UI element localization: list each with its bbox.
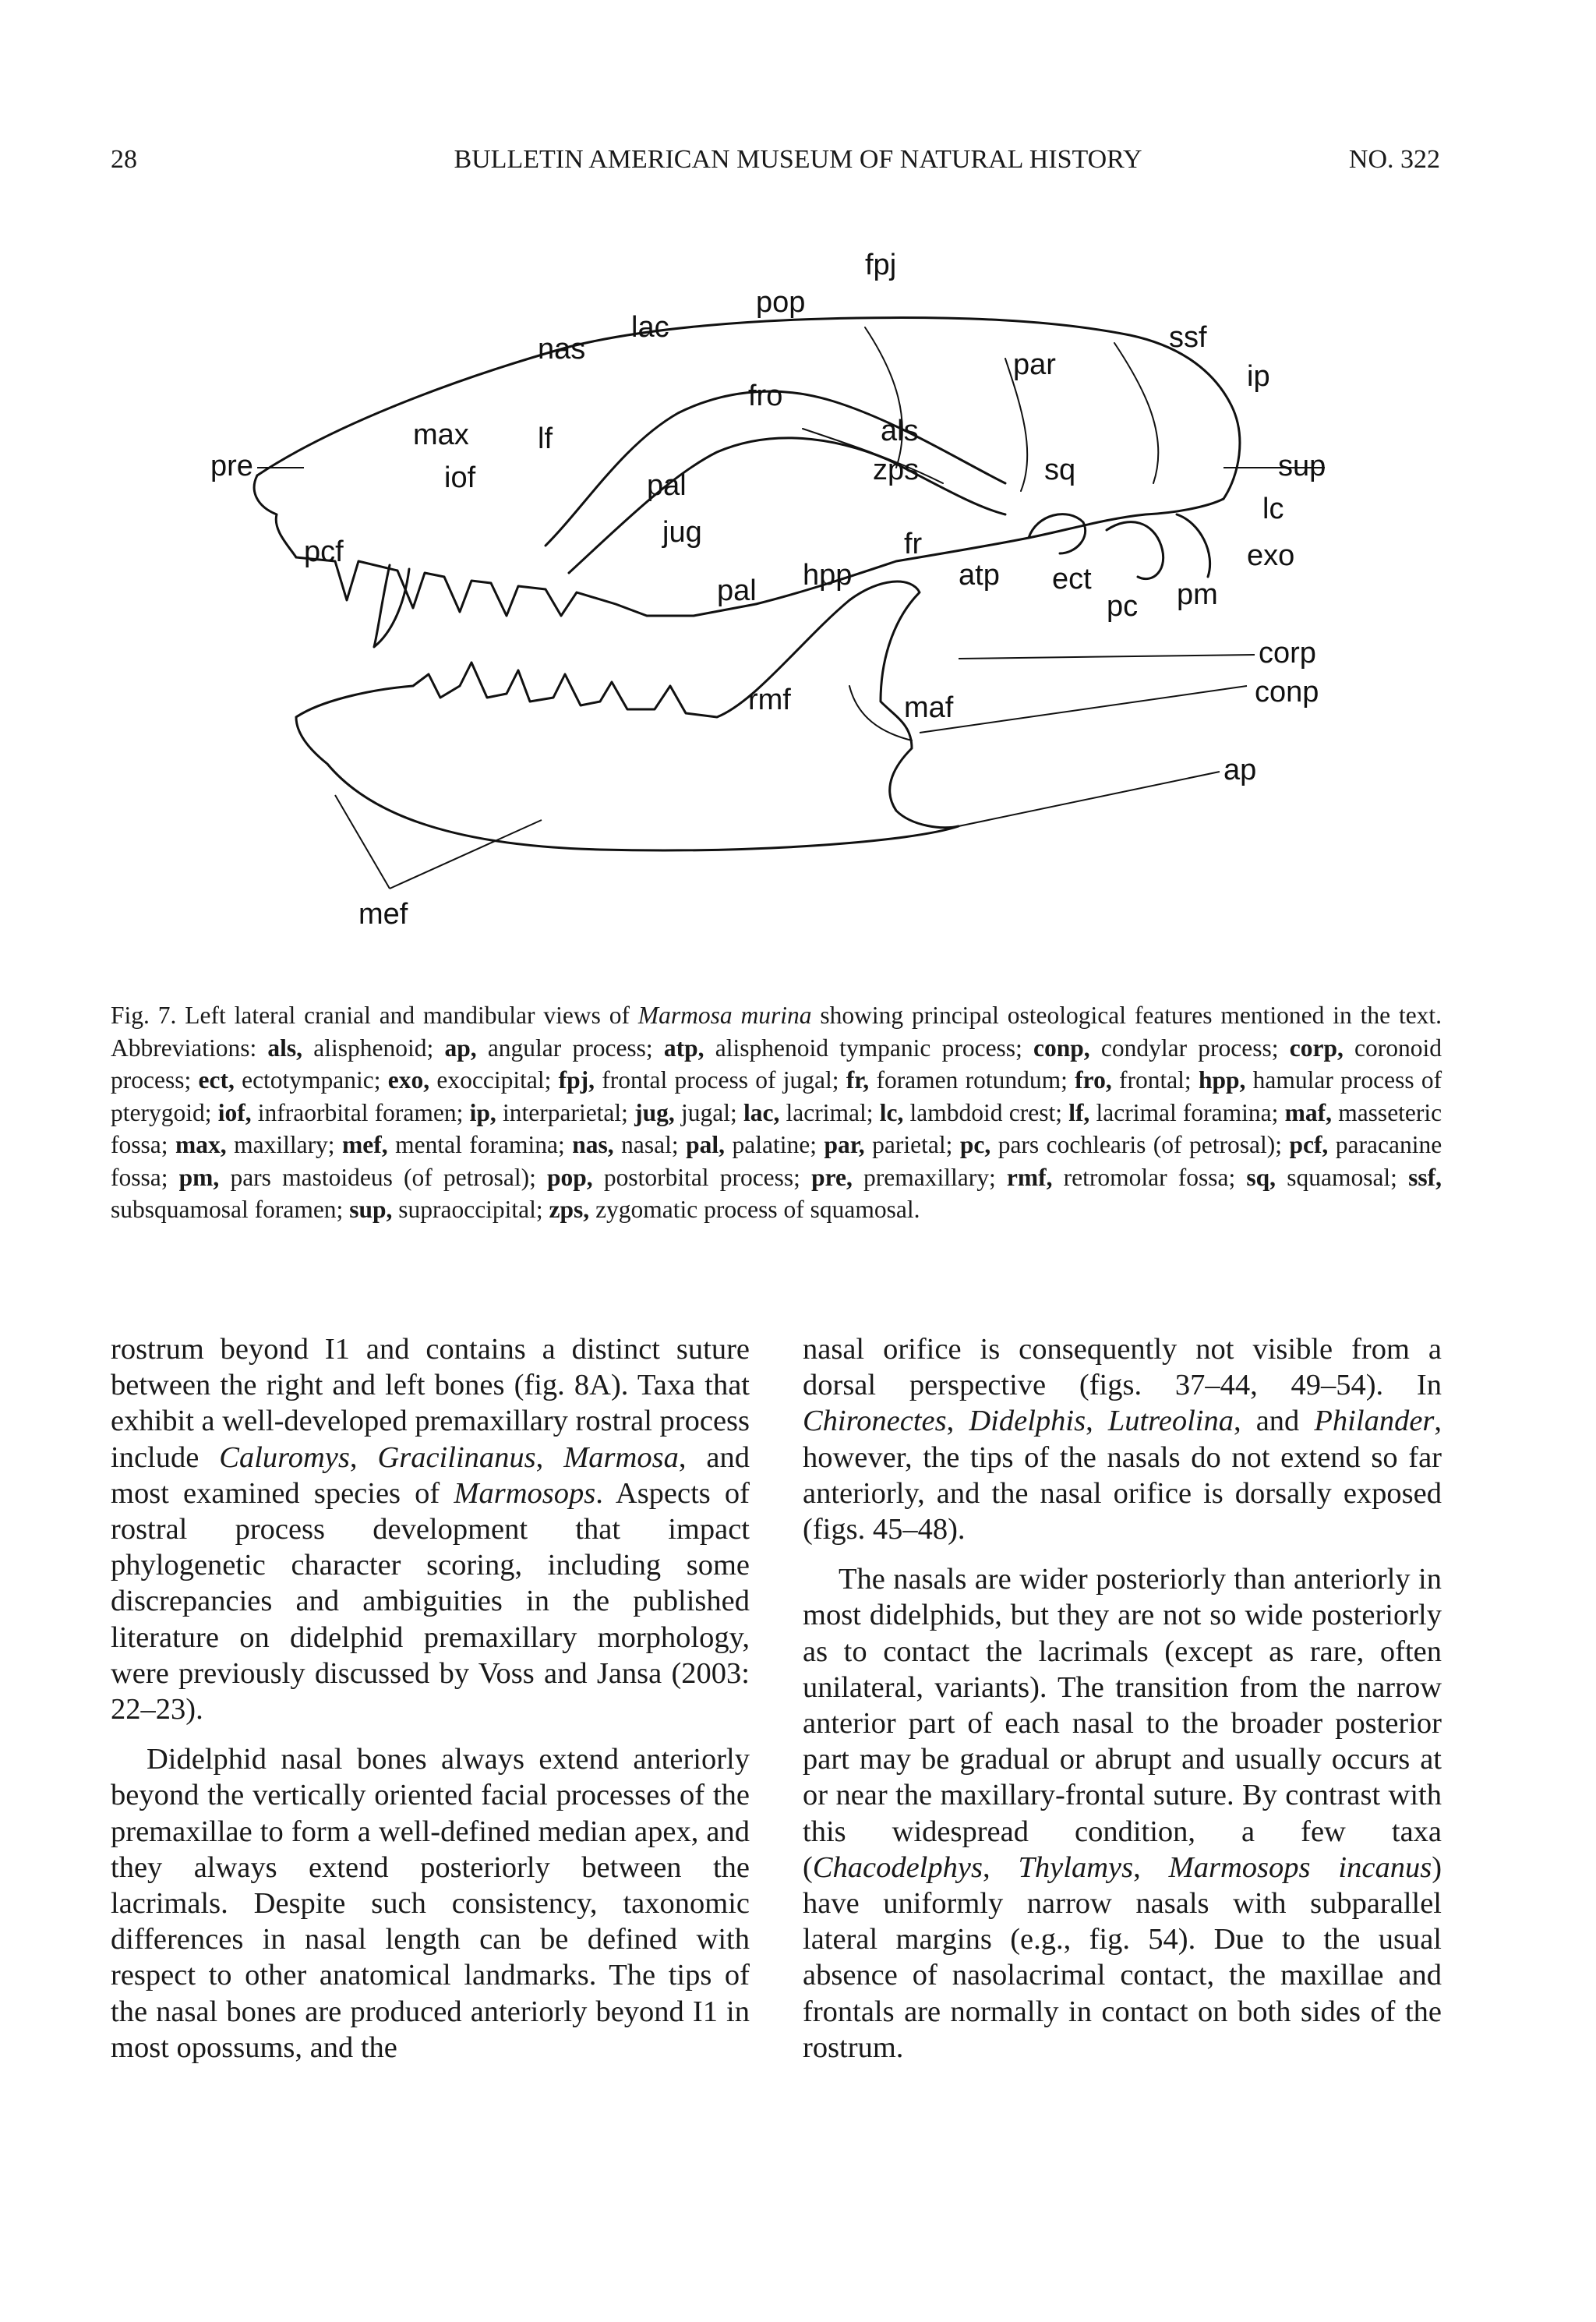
- label-rmf: rmf: [748, 684, 791, 716]
- abbreviation-definition: ectotympanic;: [242, 1066, 381, 1094]
- abbreviation-term: fr,: [846, 1066, 870, 1094]
- abbreviation-term: als,: [267, 1034, 303, 1062]
- abbreviation-definition: alisphenoid;: [313, 1034, 434, 1062]
- abbreviation-term: hpp,: [1198, 1066, 1246, 1094]
- journal-title: BULLETIN AMERICAN MUSEUM OF NATURAL HISTORY: [454, 145, 1142, 174]
- label-ip: ip: [1247, 360, 1270, 393]
- label-maf: maf: [904, 691, 954, 724]
- abbreviation-term: pm,: [178, 1163, 220, 1191]
- label-max: max: [413, 419, 469, 451]
- abbreviation-term: exo,: [387, 1066, 430, 1094]
- abbreviation-definition: frontal process of jugal;: [602, 1066, 839, 1094]
- mandible-outline: [296, 581, 959, 850]
- label-ect: ect: [1052, 563, 1092, 596]
- label-sup: sup: [1278, 450, 1326, 482]
- label-corp: corp: [1259, 637, 1316, 670]
- label-pc: pc: [1107, 590, 1139, 623]
- abbreviation-definition: postorbital process;: [603, 1163, 800, 1191]
- abbreviation-term: pop,: [546, 1163, 593, 1191]
- abbreviation-term: lf,: [1068, 1098, 1090, 1126]
- abbreviation-definition: angular process;: [487, 1034, 653, 1062]
- label-ssf: ssf: [1169, 321, 1207, 354]
- label-jug: jug: [662, 516, 702, 549]
- abbreviation-term: par,: [824, 1131, 865, 1158]
- label-pcf: pcf: [304, 535, 344, 568]
- label-sq: sq: [1044, 454, 1076, 486]
- label-fro: fro: [748, 380, 783, 412]
- abbreviation-definition: alisphenoid tympanic process;: [715, 1034, 1022, 1062]
- label-iof: iof: [444, 461, 476, 494]
- abbreviation-term: mef,: [342, 1131, 388, 1158]
- abbreviation-definition: maxillary;: [234, 1131, 335, 1158]
- abbreviation-term: sq,: [1246, 1163, 1276, 1191]
- abbreviation-definition: paracanine fossa;: [111, 1131, 1442, 1191]
- abbreviation-definition: squamosal;: [1287, 1163, 1397, 1191]
- abbreviation-term: ect,: [198, 1066, 235, 1094]
- label-par: par: [1013, 348, 1056, 381]
- abbreviation-definition: subsquamosal foramen;: [111, 1196, 344, 1223]
- label-hpp: hpp: [803, 559, 853, 592]
- label-conp: conp: [1255, 676, 1319, 709]
- abbreviation-term: pc,: [959, 1131, 991, 1158]
- label-pop: pop: [756, 286, 806, 319]
- body-column-right: [803, 1331, 1442, 2066]
- abbreviation-definition: frontal;: [1118, 1066, 1192, 1094]
- abbreviation-definition: exoccipital;: [436, 1066, 552, 1094]
- abbreviation-term: fpj,: [558, 1066, 595, 1094]
- caption-intro: Left lateral cranial and mandibular views of: [185, 1002, 630, 1029]
- abbreviation-term: conp,: [1033, 1034, 1090, 1062]
- label-exo: exo: [1247, 539, 1295, 572]
- label-fr: fr: [904, 528, 923, 560]
- figure-caption: [111, 999, 1442, 1226]
- label-fpj: fpj: [865, 249, 897, 281]
- left-paragraph-2: Didelphid nasal bones always extend anteriorly beyond the vertically oriented facial processes of the premaxillae to form a well-defined median apex, and they always extend posteriorly between the lacrimals. Despite such consistency, taxonomic differences in nasal length can be defined with respect to other anatomical landmarks. The tips of the nasal bones are produced anteriorly beyond I1 in most opossums, and the: [111, 1743, 750, 2064]
- label-pal-bottom: pal: [717, 574, 757, 607]
- abbreviation-term: lac,: [743, 1098, 780, 1126]
- running-head: [0, 145, 1596, 184]
- label-als: als: [881, 415, 919, 447]
- abbreviation-definition: nasal;: [621, 1131, 679, 1158]
- abbreviation-definition: palatine;: [732, 1131, 817, 1158]
- abbreviation-definition: jugal;: [681, 1098, 737, 1126]
- abbreviation-term: zps,: [549, 1196, 590, 1223]
- abbreviation-term: lc,: [879, 1098, 904, 1126]
- abbreviation-definition: interparietal;: [503, 1098, 628, 1126]
- abbreviation-definition: infraorbital foramen;: [257, 1098, 464, 1126]
- caption-intro-rest: showing principal osteological features mentioned in the text. Abbreviations:: [111, 1002, 1442, 1062]
- label-zps: zps: [873, 454, 920, 486]
- abbreviation-definition: retromolar fossa;: [1063, 1163, 1236, 1191]
- page-number: 28: [111, 145, 137, 174]
- abbreviation-term: maf,: [1284, 1098, 1332, 1126]
- abbreviation-term: ap,: [444, 1034, 477, 1062]
- skull-mandible-drawing: [210, 249, 1426, 982]
- abbreviation-term: pcf,: [1289, 1131, 1329, 1158]
- abbreviation-definition: condylar process;: [1100, 1034, 1279, 1062]
- abbreviation-term: rmf,: [1006, 1163, 1053, 1191]
- right-paragraph-2: The nasals are wider posteriorly than anteriorly in most didelphids, but they are not so wide posteriorly as to contact the lacrimals (except as rare, often unilateral, variants). The transition from the narrow anterior part of each nasal to the broader posterior part may be gradual or abrupt and usually occurs at or near the maxillary-frontal suture. By contrast with this widespread condition, a few taxa (Chacodelphys, Thylamys, Marmosops incanus) have uniformly narrow nasals with subparallel lateral margins (e.g., fig. 54). Due to the usual absence of nasolacrimal contact, the maxillae and frontals are normally in contact on both sides of the rostrum.: [803, 1563, 1442, 2064]
- label-lf: lf: [538, 422, 553, 455]
- right-paragraph-1: nasal orifice is consequently not visible from a dorsal perspective (figs. 37–44, 49–54). In Chironectes, Didelphis, Lutreolina, and Philander, however, the tips of the nasals do not extend so far anteriorly, and the nasal orifice is dorsally exposed (figs. 45–48).: [803, 1333, 1442, 1546]
- label-pal-top: pal: [647, 469, 687, 502]
- abbreviation-definition: coronoid process;: [111, 1034, 1442, 1094]
- abbreviation-definition: lacrimal foramina;: [1096, 1098, 1279, 1126]
- abbreviation-definition: pars cochlearis (of petrosal);: [998, 1131, 1282, 1158]
- issue-number: NO. 322: [1348, 145, 1440, 174]
- caption-fig-label: Fig. 7.: [111, 1002, 177, 1029]
- leader-lines: [257, 468, 1325, 889]
- abbreviation-term: corp,: [1289, 1034, 1344, 1062]
- abbreviation-definition: mental foramina;: [395, 1131, 565, 1158]
- figure-7: [210, 249, 1426, 982]
- abbreviation-term: nas,: [572, 1131, 614, 1158]
- abbreviation-definition: lambdoid crest;: [909, 1098, 1062, 1126]
- abbreviation-term: atp,: [663, 1034, 704, 1062]
- abbreviation-definition: parietal;: [872, 1131, 953, 1158]
- abbreviation-term: iof,: [217, 1098, 252, 1126]
- abbreviation-term: max,: [175, 1131, 227, 1158]
- abbreviation-definition: masseteric fossa;: [111, 1098, 1442, 1158]
- abbreviation-term: fro,: [1075, 1066, 1112, 1094]
- abbreviation-definition: supraoccipital;: [398, 1196, 543, 1223]
- abbreviation-term: jug,: [634, 1098, 675, 1126]
- abbreviation-definition: hamular process of pterygoid;: [111, 1066, 1442, 1126]
- label-lc: lc: [1262, 493, 1284, 525]
- abbreviation-term: ssf,: [1408, 1163, 1442, 1191]
- abbreviation-term: ip,: [469, 1098, 496, 1126]
- abbreviation-definition: foramen rotundum;: [876, 1066, 1068, 1094]
- abbreviation-definition: pars mastoideus (of petrosal);: [230, 1163, 536, 1191]
- abbreviation-definition: zygomatic process of squamosal.: [595, 1196, 920, 1223]
- label-atp: atp: [959, 559, 1000, 592]
- label-lac: lac: [631, 311, 669, 344]
- label-nas: nas: [538, 333, 586, 366]
- caption-taxon: Marmosa murina: [637, 1002, 812, 1029]
- abbreviation-list: [111, 1034, 1442, 1224]
- left-paragraph-1: rostrum beyond I1 and contains a distinct suture between the right and left bones (fig. 8A). Taxa that exhibit a well-developed premaxillary rostral process include Caluromys, Gracilinanus, Marmosa, and most examined species of Marmosops. Aspects of rostral process development that impact phylogenetic character scoring, including some discrepancies and ambiguities in the published literature on didelphid premaxillary morphology, were previously discussed by Voss and Jansa (2003: 22–23).: [111, 1333, 750, 1726]
- abbreviation-term: pre,: [811, 1163, 853, 1191]
- body-column-left: [111, 1331, 750, 2066]
- abbreviation-term: pal,: [686, 1131, 726, 1158]
- abbreviation-term: sup,: [349, 1196, 393, 1223]
- label-pre: pre: [210, 450, 253, 482]
- abbreviation-definition: lacrimal;: [786, 1098, 874, 1126]
- label-pm: pm: [1177, 578, 1218, 611]
- label-mef: mef: [358, 898, 408, 931]
- abbreviation-definition: premaxillary;: [863, 1163, 996, 1191]
- label-ap: ap: [1223, 754, 1257, 786]
